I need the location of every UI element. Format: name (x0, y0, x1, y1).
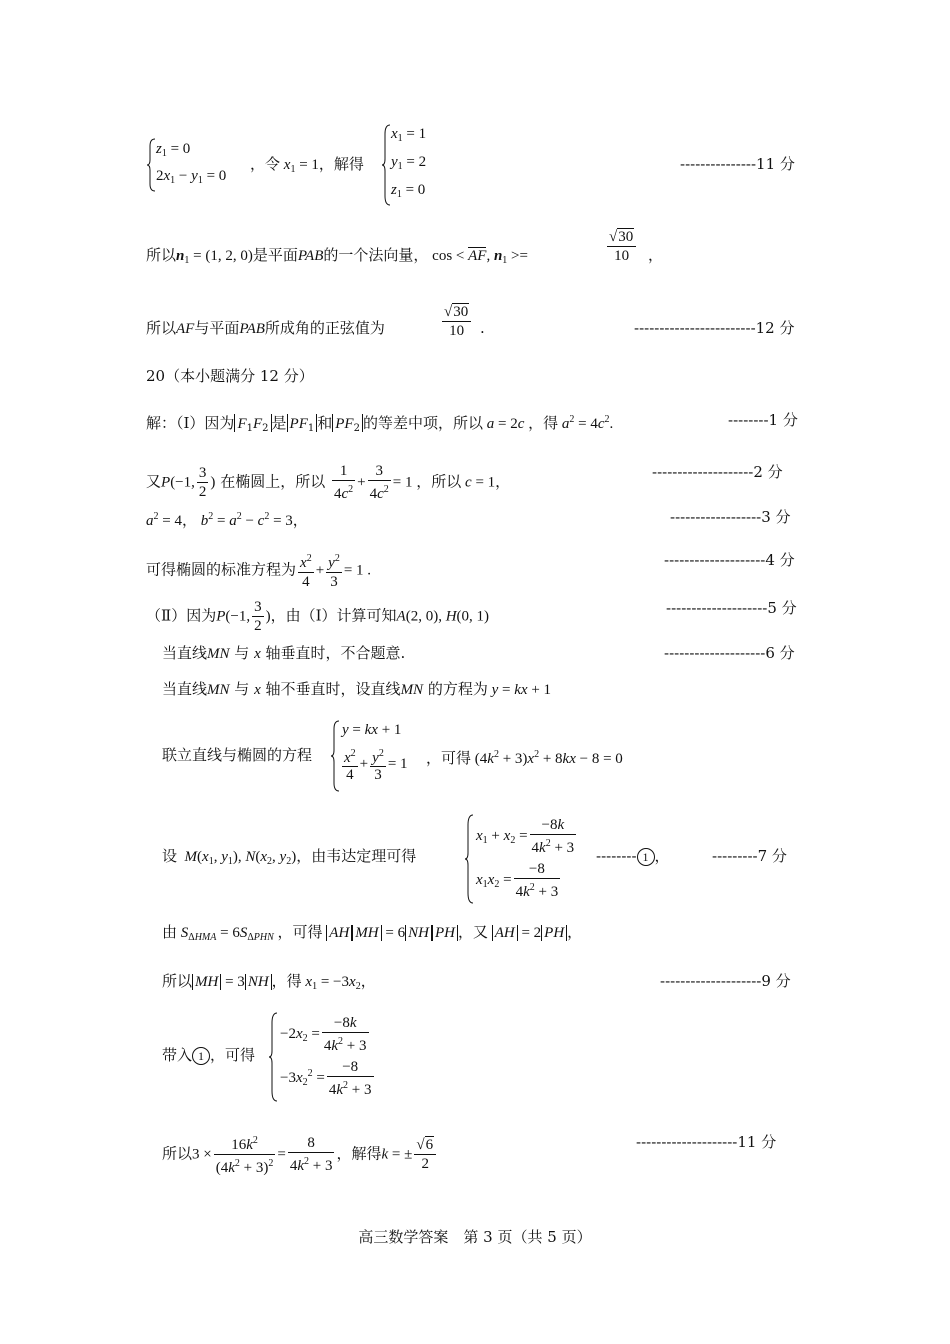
system-substitute: $-2x_2$ = $\frac{-8k}{4k^2 + 3}$ $-3x_2^2$ = $\frac{-8}{4k^2 + 3}$ (268, 1012, 398, 1102)
p2-a: 又 (146, 472, 162, 491)
sine-mid2: 所成角的正弦值为 (264, 319, 385, 337)
p10-b: ，可得 (277, 923, 323, 941)
brace-icon (268, 1012, 278, 1102)
score-11-q19: ---------------11 分 (680, 155, 795, 173)
score-11-q20: --------------------11 分 (636, 1133, 777, 1151)
p5-a: （Ⅱ）因为 (146, 606, 217, 625)
brace-icon (464, 814, 474, 904)
p6-b: 与 (234, 644, 250, 662)
p2-c: ，所以 (416, 472, 462, 491)
brace-icon (381, 124, 391, 206)
score-4: --------------------4 分 (664, 551, 795, 569)
p11-a: 所以 (162, 972, 193, 990)
system-z1: $z_1 = 0$ $2x_1 - y_1 = 0$ (146, 138, 246, 192)
p13-a: 所以 (162, 1144, 193, 1163)
circled-one: 1 (192, 1047, 210, 1065)
brace-icon (146, 138, 156, 192)
p7-c: 轴不垂直时，设直线 (265, 680, 401, 698)
p1-a: 解：（Ⅰ）因为 (146, 414, 235, 432)
p1-b: 是 (271, 414, 287, 432)
p9-a: 设 (162, 847, 178, 865)
p6-a: 当直线 (162, 644, 208, 662)
sine-prefix: 所以 (146, 319, 177, 337)
p10-c: ，又 (457, 923, 488, 941)
score-12: ------------------------12 分 (634, 319, 795, 337)
p7-a: 当直线 (162, 680, 208, 698)
solve-text: ，解得 (318, 155, 364, 173)
score-9: --------------------9 分 (660, 972, 791, 990)
p12-b: ，可得 (210, 1046, 256, 1064)
p12-a: 带入 (162, 1046, 193, 1064)
p1-d: 的等差中项，所以 (362, 414, 483, 432)
normal-mid: 是平面 (252, 246, 298, 264)
system-vieta: $x_1 + x_2$ = $\frac{-8k}{4k^2 + 3}$ $x_1x_2$ = $\frac{-8}{4k^2 + 3}$ (464, 814, 600, 904)
p4-a: 可得椭圆的标准方程为 (146, 560, 297, 579)
let-text: ，令 (250, 155, 281, 173)
p8-a: 联立直线与椭圆的方程 (162, 746, 313, 764)
p1-e: ，得 (528, 414, 559, 432)
p9-b: ，由韦达定理可得 (296, 847, 417, 865)
brace-icon (330, 720, 340, 792)
score-1: --------1 分 (728, 411, 798, 429)
p1-c: 和 (317, 414, 333, 432)
p5-b: ，由（Ⅰ）计算可知 (270, 606, 397, 625)
p11-b: ，得 (271, 972, 302, 990)
p7-b: 与 (234, 680, 250, 698)
p8-b: ，可得 (426, 749, 472, 767)
system-solution: $x_1 = 1$ $y_1 = 2$ $z_1 = 0$ (381, 124, 451, 206)
normal-suffix: 的一个法向量， (323, 246, 429, 264)
score-5: --------------------5 分 (666, 599, 797, 617)
score-7: ---------7 分 (712, 847, 787, 865)
score-3: ------------------3 分 (670, 508, 791, 526)
cos-fraction: √30 10 (607, 228, 636, 265)
score-2: --------------------2 分 (652, 463, 783, 481)
p2-b: 在椭圆上，所以 (220, 472, 326, 491)
p13-b: ，解得 (336, 1144, 382, 1163)
p10-a: 由 (162, 923, 178, 941)
score-6: --------------------6 分 (664, 644, 795, 662)
circled-one: 1 (637, 848, 655, 866)
sine-mid1: 与平面 (194, 319, 240, 337)
p7-d: 的方程为 (427, 680, 488, 698)
p9-dashes: -------- (596, 847, 637, 865)
q20-header: 20（本小题满分 12 分） (146, 367, 314, 385)
page-footer: 高三数学答案 第 3 页（共 5 页） (358, 1228, 592, 1246)
sine-fraction: √30 10 (442, 303, 471, 340)
system-line-ellipse: y = kx + 1 $\frac{x^2}{4}$ + $\frac{y^2}{3}$ = 1 (330, 720, 430, 792)
p6-c: 轴垂直时，不合题意. (265, 644, 406, 662)
normal-prefix: 所以 (146, 246, 177, 264)
